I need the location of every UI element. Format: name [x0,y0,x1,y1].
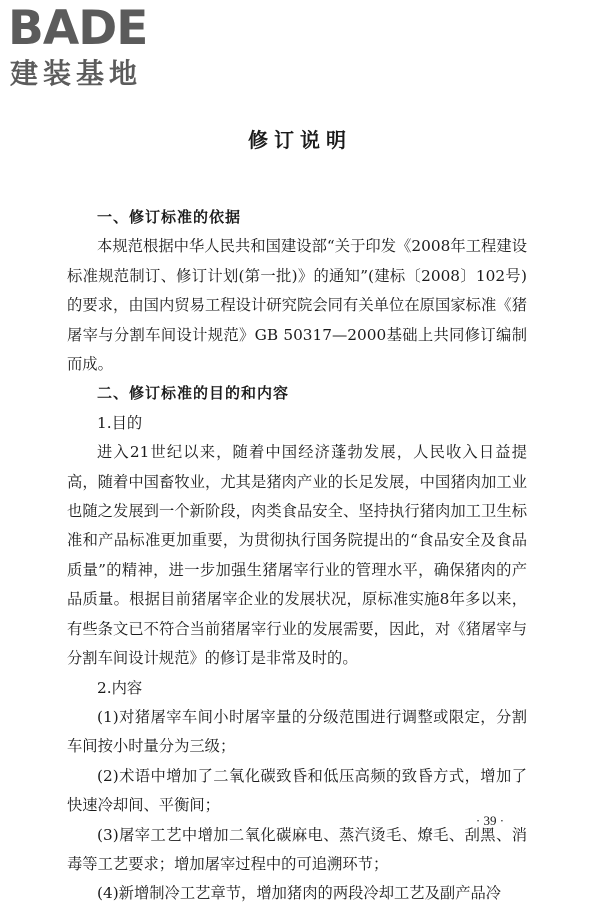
document-body [67,203,527,909]
paragraph-purpose: 进入21世纪以来，随着中国经济蓬勃发展，人民收入日益提高，随着中国畜牧业，尤其是猪肉产业的长足发展，中国猪肉加工业也随之发展到一个新阶段，肉类食品安全、坚持执行猪肉加工卫生标准和产品标准更加重要，为贯彻执行国务院提出的“食品安全及食品质量”的精神，进一步加强生猪屠宰行业的管理水平，确保猪肉的产品质量。根据目前猪屠宰企业的发展状况，原标准实施8年多以来，有些条文已不符合当前猪屠宰行业的发展需要，因此，对《猪屠宰与分割车间设计规范》的修订是非常及时的。 [67,443,527,668]
subheading-content: 2.内容 [97,678,143,697]
paragraph-basis: 本规范根据中华人民共和国建设部“关于印发《2008年工程建设标准规范制订、修订计划(第一批)》的通知”(建标〔2008〕102号)的要求，由国内贸易工程设计研究院会同有关单位在原国家标准《猪屠宰与分割车间设计规范》GB 50317—2000基础上共同修订编制而成。 [67,237,527,374]
logo-wordmark: BADE [8,1,148,56]
page-title: 修订说明 [248,128,352,152]
section-heading-1: 一、修订标准的依据 [97,208,242,226]
list-item: (3)屠宰工艺中增加二氧化碳麻电、蒸汽烫毛、燎毛、刮黑、消毒等工艺要求；增加屠宰过程中的可追溯环节； [67,825,527,873]
section-heading-2: 二、修订标准的目的和内容 [97,384,290,403]
subheading-purpose: 1.目的 [97,413,143,432]
page-number: · 39 · [475,813,505,828]
list-item: (2)术语中增加了二氧化碳致昏和低压高频的致昏方式，增加了快速冷却间、平衡间； [67,766,527,815]
list-item: (4)新增制冷工艺章节，增加猪肉的两段冷却工艺及副产品冷 [97,884,502,903]
logo-subtitle: 建装基地 [10,57,143,90]
bade-logo [8,2,183,94]
list-item: (1)对猪屠宰车间小时屠宰量的分级范围进行调整或限定，分割车间按小时量分为三级； [67,707,527,756]
